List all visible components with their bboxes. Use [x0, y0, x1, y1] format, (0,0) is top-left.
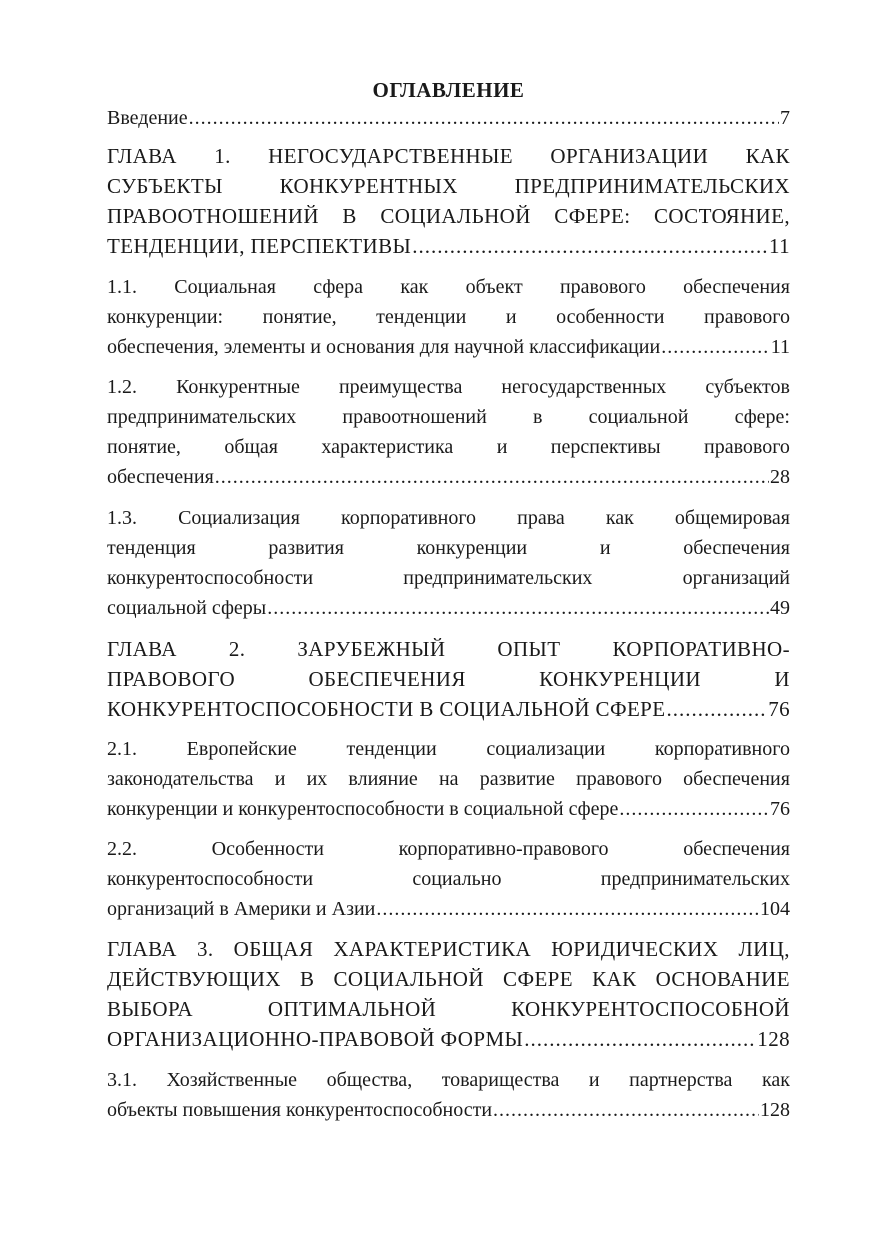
toc-chapter-entry[interactable]: [107, 634, 790, 724]
toc-word: И: [774, 667, 790, 691]
toc-word: конкуренции: [416, 537, 528, 559]
toc-entry-line: [107, 402, 790, 432]
toc-word: Хозяйственные: [166, 1069, 298, 1091]
toc-entry-title-end: КОНКУРЕНТОСПОСОБНОСТИ В СОЦИАЛЬНОЙ СФЕРЕ: [107, 697, 666, 721]
toc-word: конкурентоспособности: [107, 567, 314, 589]
toc-word: общая: [224, 436, 278, 458]
toc-word: тенденции: [346, 738, 437, 760]
toc-entry-title-end: обеспечения, элементы и основания для научной классификации: [107, 336, 661, 358]
toc-entry-line: [107, 1065, 790, 1095]
toc-word: ПРАВОВОГО: [107, 667, 236, 691]
toc-entry-last-line: [107, 1024, 790, 1054]
toc-word: ГЛАВА: [107, 637, 177, 661]
toc-word: ГЛАВА: [107, 937, 177, 961]
toc-word: ЛИЦ,: [738, 937, 790, 961]
page-number: 28: [770, 466, 790, 488]
toc-word: ДЕЙСТВУЮЩИХ: [107, 967, 281, 991]
toc-entry-line: [107, 372, 790, 402]
toc-entry-line: [107, 533, 790, 563]
toc-entry-line: [107, 503, 790, 533]
toc-entry-title-end: социальной сферы: [107, 597, 267, 619]
toc-entry-line: [107, 734, 790, 764]
toc-word: конкуренции:: [107, 306, 224, 328]
dot-leader: [215, 462, 769, 492]
toc-word: влияние: [348, 768, 418, 790]
dot-leader: [619, 794, 769, 824]
toc-entry-title-end: ОРГАНИЗАЦИОННО-ПРАВОВОЙ ФОРМЫ: [107, 1027, 524, 1051]
toc-word: и: [496, 436, 508, 458]
toc-word: социально: [412, 868, 502, 890]
toc-word: ГЛАВА: [107, 144, 177, 168]
toc-title: ОГЛАВЛЕНИЕ: [372, 78, 525, 102]
toc-word: как: [400, 276, 429, 298]
toc-word: правового: [576, 768, 662, 790]
dot-leader: [189, 103, 779, 133]
toc-word: сфере:: [734, 406, 790, 428]
toc-word: правового: [704, 306, 790, 328]
toc-word: перспективы: [550, 436, 661, 458]
toc-word: организаций: [682, 567, 790, 589]
toc-word: правового: [704, 436, 790, 458]
toc-word: предпринимательских: [403, 567, 593, 589]
toc-entry-title-end: Введение: [107, 107, 188, 129]
toc-word: корпоративного: [654, 738, 790, 760]
toc-word: 1.: [214, 144, 231, 168]
toc-word: социальной: [588, 406, 689, 428]
toc-word: общества,: [326, 1069, 413, 1091]
toc-entry-last-line: [107, 231, 790, 261]
dot-leader: [661, 332, 770, 362]
toc-word: понятие,: [262, 306, 337, 328]
toc-word: как: [605, 507, 634, 529]
toc-entry-line: [107, 272, 790, 302]
toc-entry-line: [107, 563, 790, 593]
toc-word: КОНКУРЕНТОСПОСОБНОЙ: [511, 997, 790, 1021]
toc-word: 1.2.: [107, 376, 137, 398]
toc-word: сфера: [313, 276, 364, 298]
toc-section-entry[interactable]: [107, 834, 790, 924]
toc-entry-title-end: объекты повышения конкурентоспособности: [107, 1099, 493, 1121]
toc-entry-line: [107, 994, 790, 1024]
toc-word: тенденция: [107, 537, 196, 559]
toc-word: права: [517, 507, 565, 529]
toc-word: ЮРИДИЧЕСКИХ: [551, 937, 719, 961]
toc-word: понятие,: [107, 436, 181, 458]
toc-chapter-entry[interactable]: [107, 141, 790, 261]
toc-word: развитие: [479, 768, 555, 790]
toc-word: НЕГОСУДАРСТВЕННЫЕ: [268, 144, 514, 168]
dot-leader: [376, 894, 759, 924]
toc-word: негосударственных: [501, 376, 667, 398]
toc-entry-line: [107, 141, 790, 171]
toc-word: и: [588, 1069, 600, 1091]
toc-section-entry[interactable]: [107, 372, 790, 492]
toc-word: социализации: [486, 738, 606, 760]
toc-word: ХАРАКТЕРИСТИКА: [333, 937, 532, 961]
toc-word: корпоративно-правового: [398, 838, 609, 860]
toc-entry-line: [107, 964, 790, 994]
page-number: 76: [768, 697, 790, 721]
toc-word: СФЕРЕ: [503, 967, 573, 991]
toc-word: обеспечения: [683, 276, 790, 298]
toc-word: КАК: [592, 967, 637, 991]
toc-word: ПРЕДПРИНИМАТЕЛЬСКИХ: [514, 174, 790, 198]
toc-word: общемировая: [674, 507, 790, 529]
toc-word: Европейские: [186, 738, 297, 760]
toc-word: субъектов: [705, 376, 790, 398]
toc-word: В: [299, 967, 315, 991]
toc-word: особенности: [556, 306, 665, 328]
toc-word: как: [761, 1069, 790, 1091]
toc-word: товарищества: [441, 1069, 560, 1091]
toc-word: ОБЩАЯ: [233, 937, 314, 961]
toc-word: КОНКУРЕНЦИИ: [539, 667, 701, 691]
toc-word: КАК: [745, 144, 790, 168]
toc-word: СОСТОЯНИЕ,: [653, 204, 790, 228]
toc-word: 1.1.: [107, 276, 137, 298]
toc-chapter-entry[interactable]: [107, 934, 790, 1054]
toc-word: тенденции: [376, 306, 467, 328]
toc-word: Конкурентные: [176, 376, 300, 398]
dot-leader: [412, 231, 768, 261]
toc-entry-line: [107, 201, 790, 231]
toc-word: СФЕРЕ:: [554, 204, 631, 228]
toc-word: КОРПОРАТИВНО-: [612, 637, 790, 661]
toc-word: законодательства: [107, 768, 254, 790]
dot-leader: [267, 593, 769, 623]
toc-word: 2.: [228, 637, 246, 661]
toc-entry-last-line: [107, 103, 790, 133]
toc-entry-last-line: [107, 894, 790, 924]
page-number: 49: [770, 597, 790, 619]
toc-entry-line: [107, 764, 790, 794]
toc-entry-title-end: конкуренции и конкурентоспособности в социальной сфере: [107, 798, 619, 820]
toc-word: предпринимательских: [600, 868, 790, 890]
toc-word: 2.2.: [107, 838, 137, 860]
toc-word: Особенности: [211, 838, 324, 860]
toc-entry-last-line: [107, 332, 790, 362]
toc-section-entry[interactable]: [107, 1065, 790, 1125]
toc-word: ОСНОВАНИЕ: [655, 967, 790, 991]
toc-word: ЗАРУБЕЖНЫЙ: [297, 637, 446, 661]
toc-word: преимущества: [338, 376, 463, 398]
toc-entry-line: [107, 864, 790, 894]
page-number: 128: [757, 1027, 790, 1051]
toc-entry-title-end: организаций в Америки и Азии: [107, 898, 376, 920]
toc-entry-last-line: [107, 694, 790, 724]
toc-word: СОЦИАЛЬНОЙ: [333, 967, 484, 991]
toc-word: конкурентоспособности: [107, 868, 314, 890]
toc-word: правового: [559, 276, 646, 298]
toc-word: ВЫБОРА: [107, 997, 193, 1021]
toc-word: в: [532, 406, 543, 428]
dot-leader: [666, 694, 767, 724]
toc-word: ПРАВООТНОШЕНИЙ: [107, 204, 319, 228]
toc-entry-title-end: обеспечения: [107, 466, 214, 488]
toc-entry-last-line: [107, 1095, 790, 1125]
toc-word: правоотношений: [342, 406, 487, 428]
toc-section-entry[interactable]: [107, 272, 790, 362]
toc-entry-line: [107, 664, 790, 694]
toc-section-entry[interactable]: [107, 103, 790, 133]
toc-word: СОЦИАЛЬНОЙ: [380, 204, 531, 228]
toc-word: Социальная: [174, 276, 276, 298]
toc-word: В: [342, 204, 357, 228]
toc-word: их: [306, 768, 328, 790]
toc-entry-line: [107, 634, 790, 664]
toc-word: ОРГАНИЗАЦИИ: [550, 144, 709, 168]
toc-word: и: [274, 768, 286, 790]
toc-word: Социализация: [178, 507, 300, 529]
toc-entry-line: [107, 302, 790, 332]
toc-word: 1.3.: [107, 507, 137, 529]
toc-word: партнерства: [629, 1069, 733, 1091]
toc-word: объект: [465, 276, 523, 298]
toc-entry-line: [107, 834, 790, 864]
toc-word: КОНКУРЕНТНЫХ: [279, 174, 458, 198]
page-number: 7: [780, 107, 790, 129]
toc-word: на: [438, 768, 459, 790]
toc-word: обеспечения: [683, 768, 790, 790]
toc-entry-last-line: [107, 794, 790, 824]
page-number: 128: [760, 1099, 790, 1121]
toc-section-entry[interactable]: [107, 503, 790, 623]
dot-leader: [493, 1095, 759, 1125]
toc-word: СУБЪЕКТЫ: [107, 174, 223, 198]
toc-entry-last-line: [107, 593, 790, 623]
toc-word: 3.1.: [107, 1069, 137, 1091]
page-number: 11: [770, 336, 790, 358]
toc-word: корпоративного: [341, 507, 477, 529]
toc-section-entry[interactable]: [107, 734, 790, 824]
toc-word: предпринимательских: [107, 406, 297, 428]
toc-word: развития: [268, 537, 344, 559]
toc-entry-line: [107, 934, 790, 964]
toc-word: обеспечения: [683, 537, 790, 559]
toc-word: ОПЫТ: [497, 637, 561, 661]
toc-entry-title-end: ТЕНДЕНЦИИ, ПЕРСПЕКТИВЫ: [107, 234, 412, 258]
toc-entry-line: [107, 171, 790, 201]
toc-word: ОБЕСПЕЧЕНИЯ: [308, 667, 466, 691]
toc-word: 3.: [196, 937, 214, 961]
page-number: 11: [768, 234, 790, 258]
toc-word: и: [599, 537, 611, 559]
toc-word: и: [505, 306, 517, 328]
toc-word: ОПТИМАЛЬНОЙ: [267, 997, 437, 1021]
toc-word: характеристика: [321, 436, 454, 458]
toc-entry-last-line: [107, 462, 790, 492]
page-number: 104: [760, 898, 790, 920]
toc-word: обеспечения: [683, 838, 790, 860]
toc-entry-line: [107, 432, 790, 462]
page-number: 76: [770, 798, 790, 820]
dot-leader: [524, 1024, 756, 1054]
toc-word: 2.1.: [107, 738, 137, 760]
